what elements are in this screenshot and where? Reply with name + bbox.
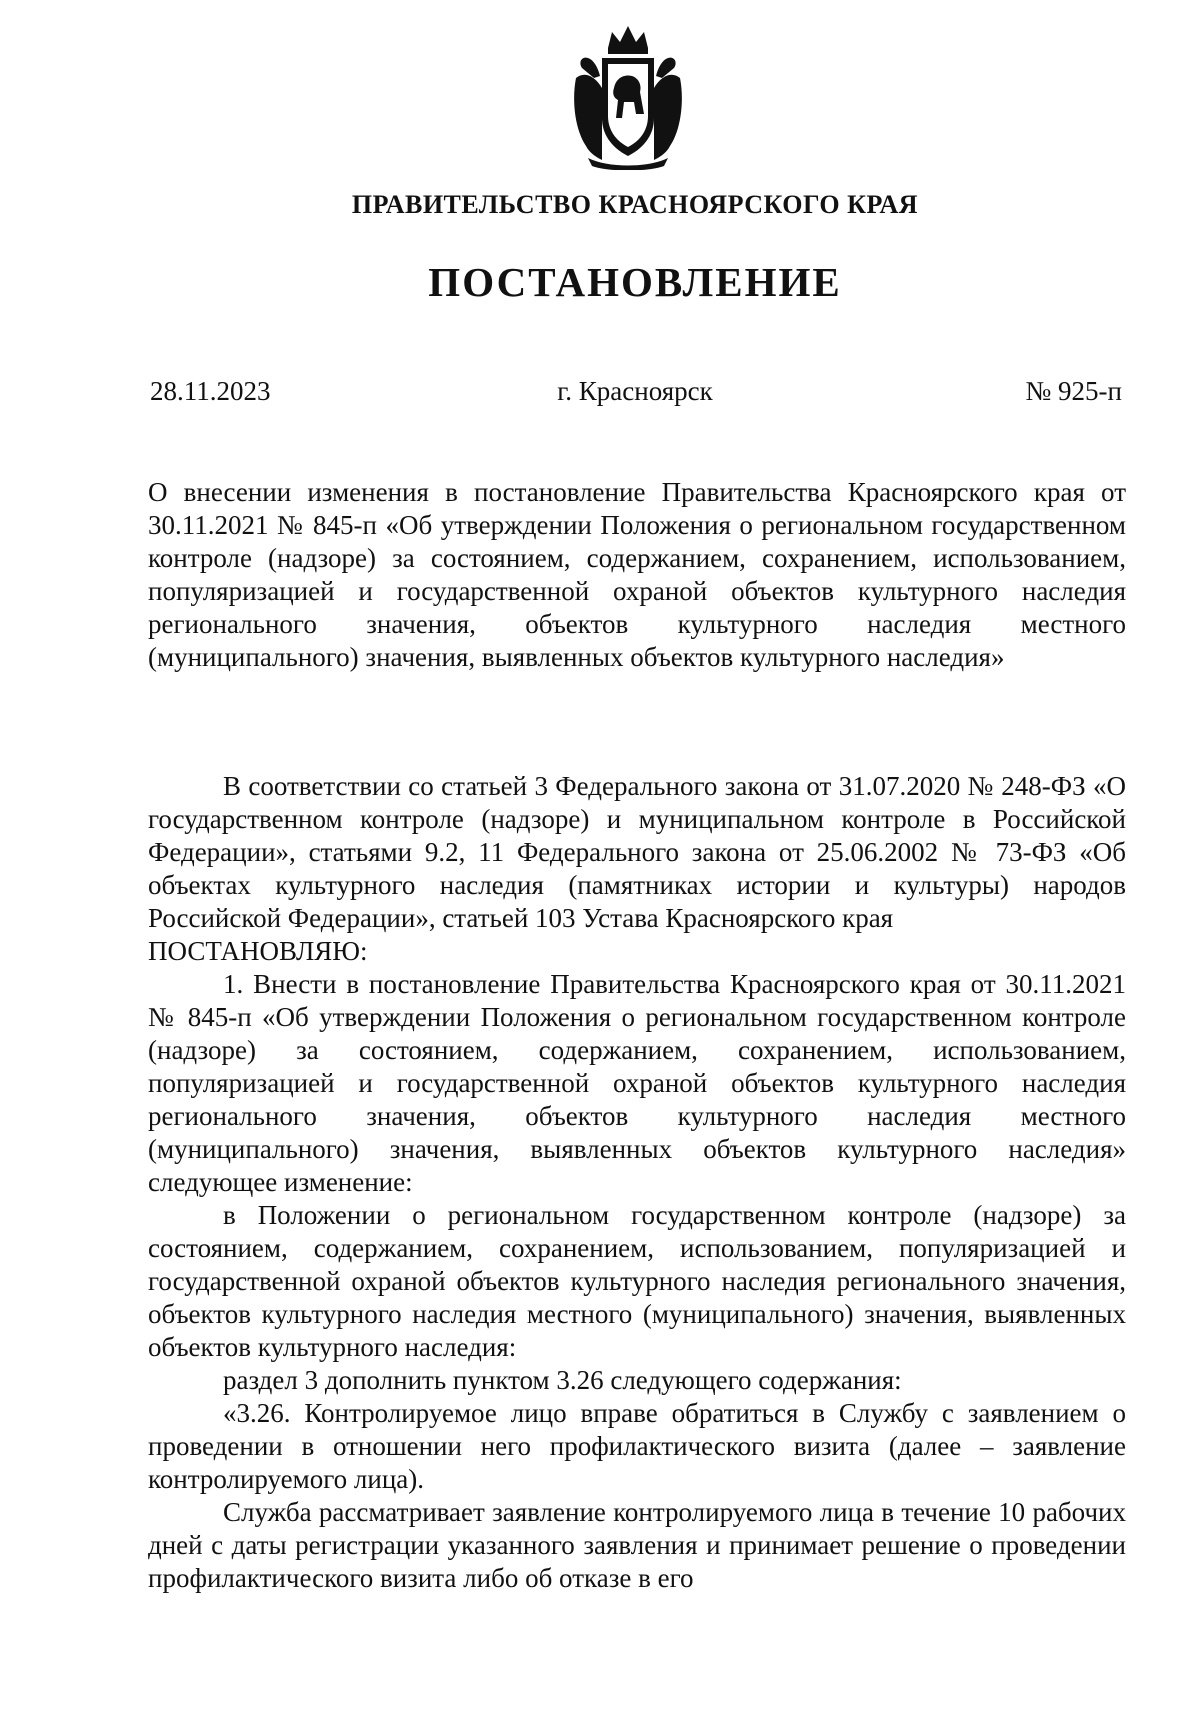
government-name: ПРАВИТЕЛЬСТВО КРАСНОЯРСКОГО КРАЯ (351, 190, 919, 219)
document-number: № 925-п (1025, 376, 1122, 406)
document-body (148, 770, 1126, 1595)
section-3-paragraph: раздел 3 дополнить пунктом 3.26 следующего содержания: (223, 1365, 902, 1395)
document-date: 28.11.2023 (150, 376, 271, 406)
clause-3-26-paragraph: «3.26. Контролируемое лицо вправе обратиться в Службу с заявлением о проведении в отношении него профилактического визита (далее – заявление контролируемого лица). (148, 1398, 1126, 1494)
service-review-paragraph: Служба рассматривает заявление контролируемого лица в течение 10 рабочих дней с даты регистрации указанного заявления и принимает решение о проведении профилактического визита либо об отказе в его (148, 1497, 1126, 1593)
document-type-title: ПОСТАНОВЛЕНИЕ (428, 259, 842, 305)
item-1-paragraph: 1. Внести в постановление Правительства Красноярского края от 30.11.2021 № 845-п «Об утверждении Положения о региональном государственном контроле (надзоре) за состоянием, содержанием, сохранением, использованием, популяризацией и государственной охраной объектов культурного наследия регионального значения, объектов культурного наследия местного (муниципального) значения, выявленных объектов культурного наследия» следующее изменение: (148, 969, 1126, 1197)
document-city: г. Красноярск (557, 376, 713, 406)
coat-of-arms-icon (568, 18, 688, 170)
regulation-paragraph: в Положении о региональном государственном контроле (надзоре) за состоянием, содержанием, сохранением, использованием, популяризацией и государственной охраной объектов культурного наследия регионального значения, объектов культурного наследия местного (муниципального) значения, выявленных объектов культурного наследия: (148, 1200, 1126, 1362)
preamble-paragraph: В соответствии со статьей 3 Федерального закона от 31.07.2020 № 248-ФЗ «О государственном контроле (надзоре) и муниципальном контроле в Российской Федерации», статьями 9.2, 11 Федерального закона от 25.06.2002 № 73-ФЗ «Об объектах культурного наследия (памятниках истории и культуры) народов Российской Федерации», статьей 103 Устава Красноярского края (148, 771, 1126, 933)
resolve-statement: ПОСТАНОВЛЯЮ: (148, 936, 368, 966)
document-subject: О внесении изменения в постановление Правительства Красноярского края от 30.11.2021 № 845-п «Об утверждении Положения о региональном государственном контроле (надзоре) за состоянием, содержанием, сохранением, использованием, популяризацией и государственной охраной объектов культурного наследия регионального значения, объектов культурного наследия местного (муниципального) значения, выявленных объектов культурного наследия» (148, 477, 1126, 672)
